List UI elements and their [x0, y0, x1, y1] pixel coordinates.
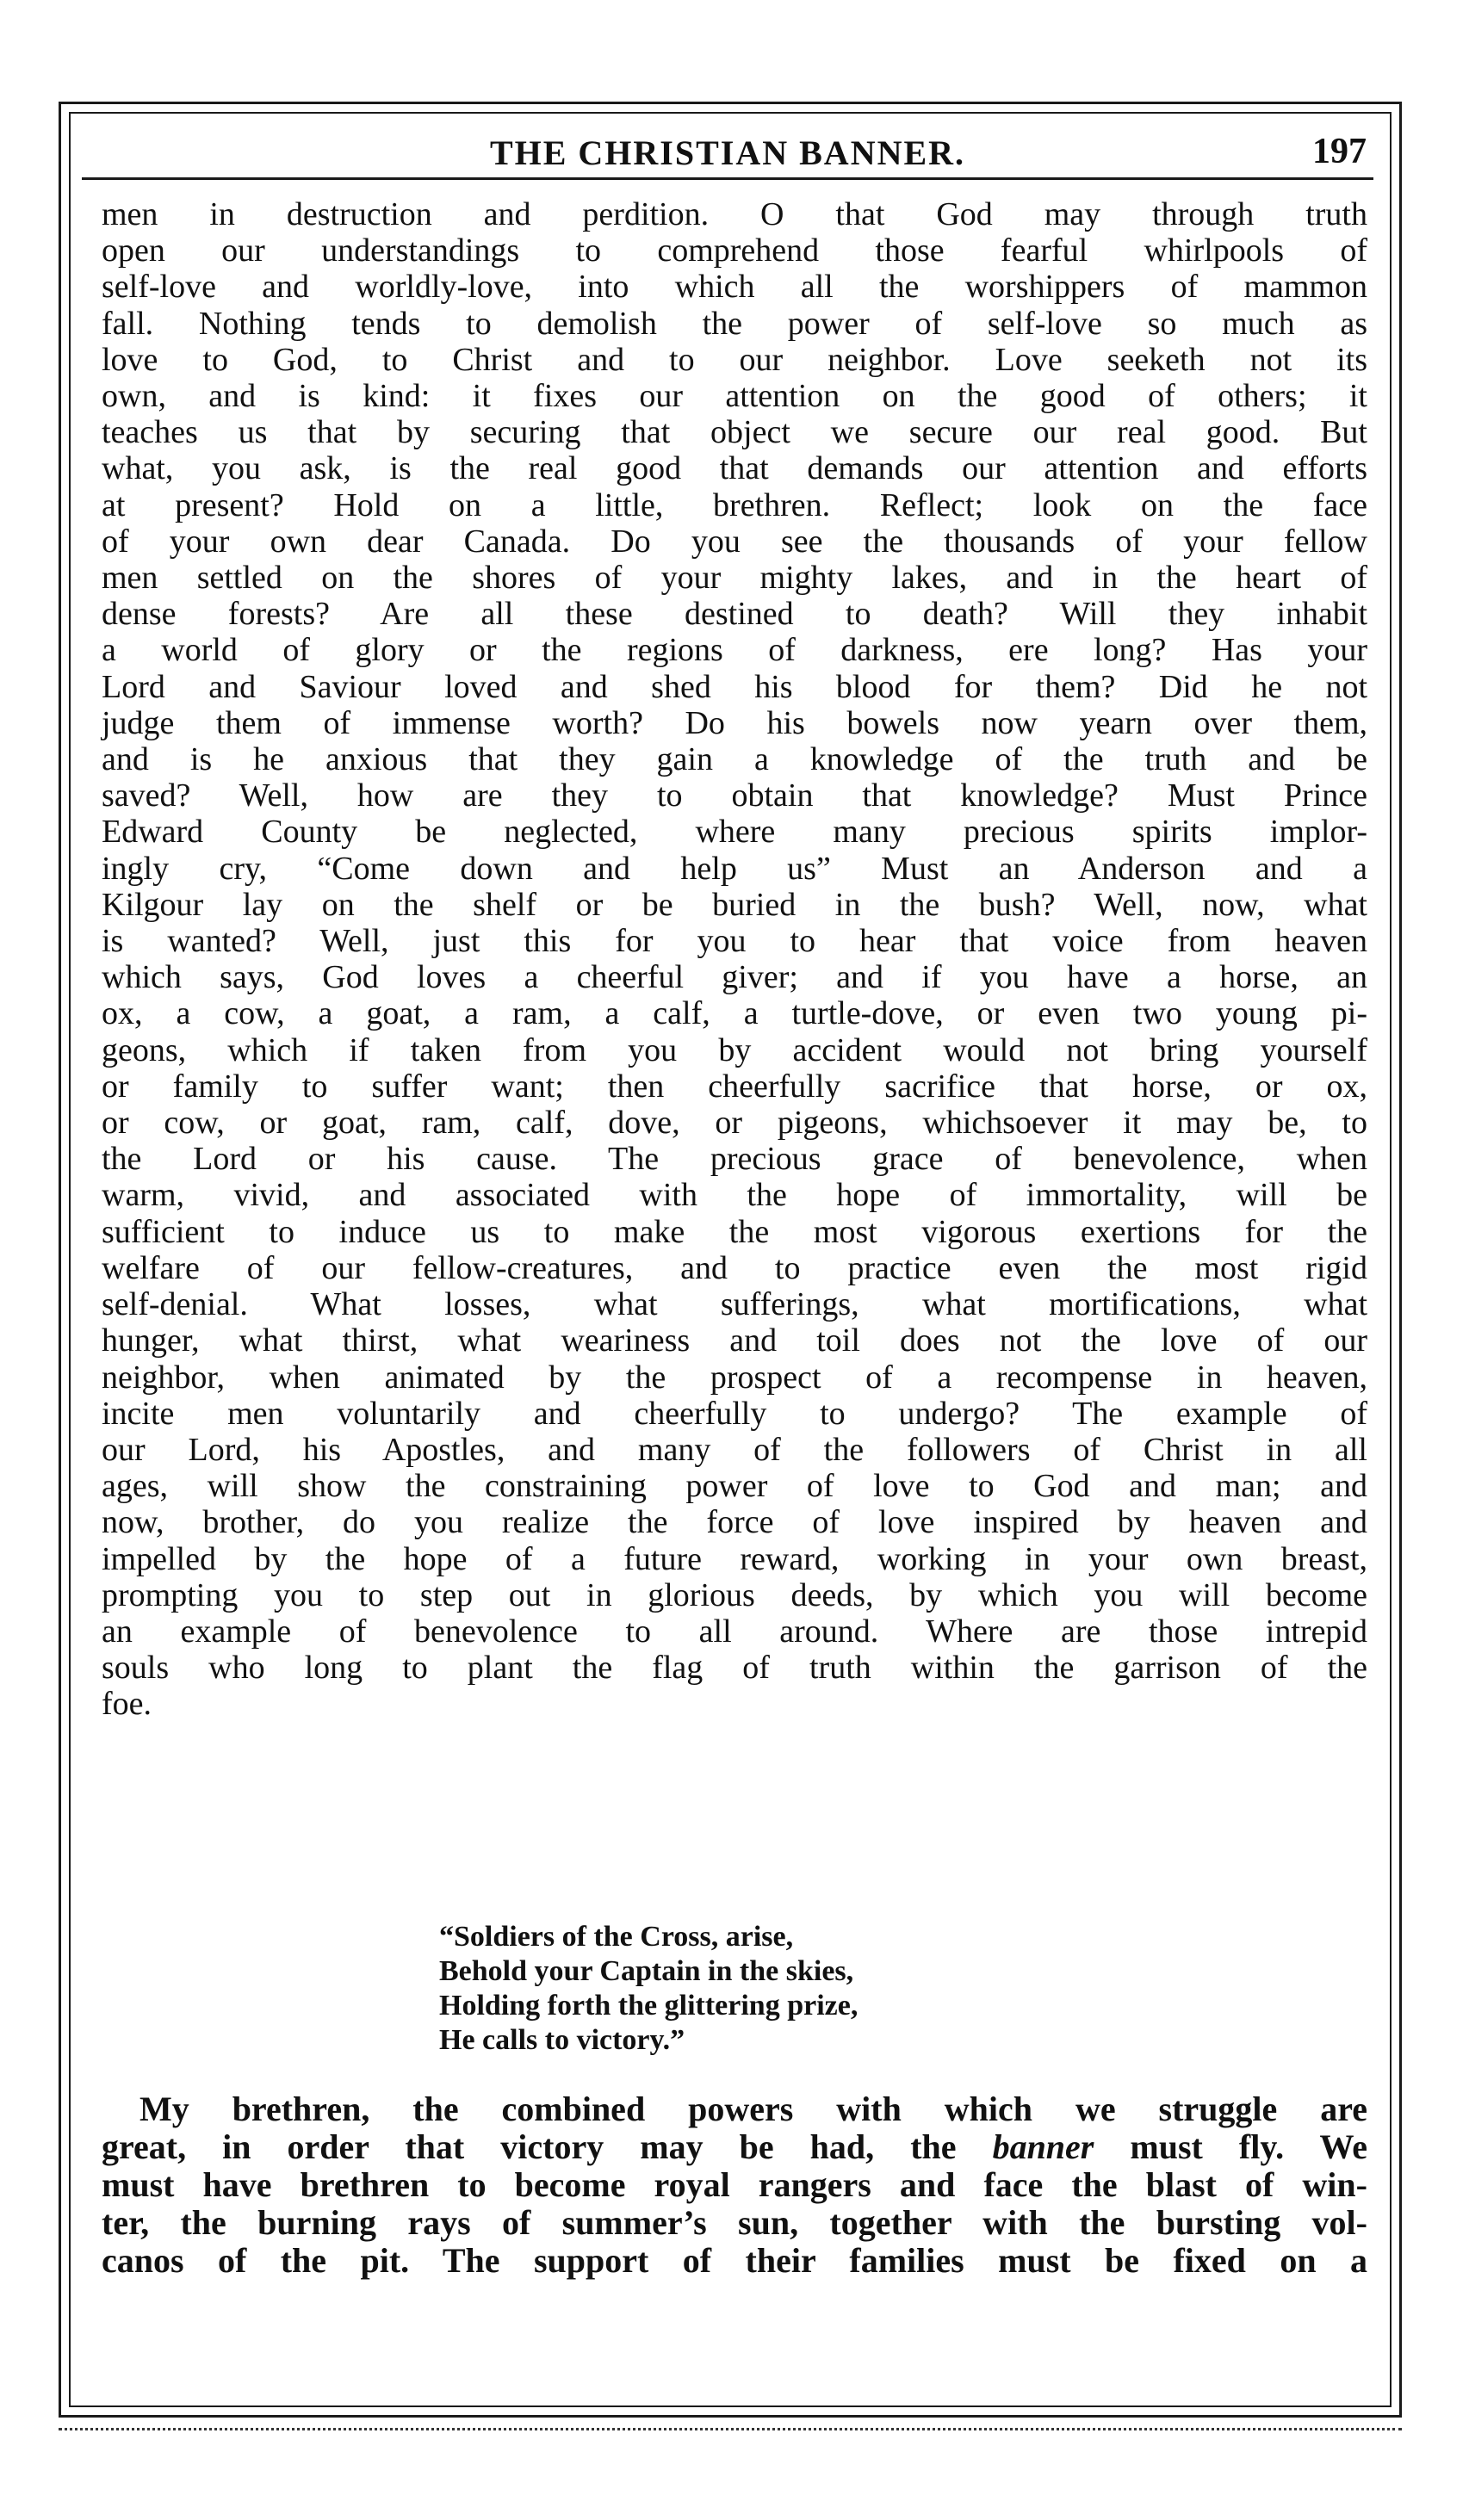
body-line: ingly cry, “Come down and help us” Must an Anderson and a [102, 850, 1367, 887]
body-line: a world of glory or the regions of darkness, ere long? Has your [102, 632, 1367, 669]
body-line: judge them of immense worth? Do his bowels now yearn over them, [102, 704, 1367, 741]
closing-line-part: great, in order that victory may be had, the [102, 2127, 993, 2166]
page-number: 197 [1312, 132, 1367, 171]
body-line: self-love and worldly-love, into which all the worshippers of mammon [102, 269, 1367, 306]
body-line: or cow, or goat, ram, calf, dove, or pigeons, whichsoever it may be, to [102, 1105, 1367, 1142]
body-line: our Lord, his Apostles, and many of the followers of Christ in all [102, 1431, 1367, 1468]
poem-verse: He calls to victory.” [439, 2024, 685, 2056]
body-line: men settled on the shores of your mighty lakes, and in the heart of [102, 560, 1367, 597]
body-line: of your own dear Canada. Do you see the thousands of your fellow [102, 523, 1367, 560]
body-line: own, and is kind: it fixes our attention on the good of others; it [102, 378, 1367, 415]
poem-verse: “Soldiers of the Cross, arise, [439, 1921, 794, 1953]
closing-line-part: must fly. We [1094, 2127, 1367, 2166]
banner-word: banner [992, 2127, 1094, 2166]
body-line: love to God, to Christ and to our neighbor. Love seeketh not its [102, 341, 1367, 378]
closing-line: ter, the burning rays of summer’s sun, together with the bursting vol- [102, 2203, 1367, 2242]
closing-line: canos of the pit. The support of their families must be fixed on a [102, 2241, 1367, 2280]
body-line: dense forests? Are all these destined to death? Will they inhabit [102, 596, 1367, 633]
page-header [82, 129, 1373, 180]
body-line: warm, vivid, and associated with the hope of immortality, will be [102, 1177, 1367, 1214]
body-line: impelled by the hope of a future reward, working in your own breast, [102, 1540, 1367, 1577]
body-line: at present? Hold on a little, brethren. Reflect; look on the face [102, 486, 1367, 523]
body-line: ox, a cow, a goat, a ram, a calf, a turtle-dove, or even two young pi- [102, 995, 1367, 1032]
closing-line: must have brethren to become royal rangers and face the blast of win- [102, 2165, 1367, 2204]
body-line: Edward County be neglected, where many precious spirits implor- [102, 814, 1367, 851]
body-line: an example of benevolence to all around. Where are those intrepid [102, 1613, 1367, 1650]
body-line: welfare of our fellow-creatures, and to practice even the most rigid [102, 1249, 1367, 1286]
body-line: sufficient to induce us to make the most vigorous exertions for the [102, 1213, 1367, 1250]
body-line: which says, God loves a cheerful giver; and if you have a horse, an [102, 959, 1367, 996]
bottom-dotted-rule [59, 2428, 1402, 2430]
body-line: foe. [102, 1686, 152, 1723]
body-line: fall. Nothing tends to demolish the power of self-love so much as [102, 305, 1367, 342]
poem-verse: Holding forth the glittering prize, [439, 1990, 858, 2022]
body-line: neighbor, when animated by the prospect of a recompense in heaven, [102, 1359, 1367, 1396]
body-line: is wanted? Well, just this for you to hear that voice from heaven [102, 923, 1367, 960]
closing-line: My brethren, the combined powers with which we struggle are [139, 2090, 1367, 2128]
body-line: incite men voluntarily and cheerfully to undergo? The example of [102, 1395, 1367, 1432]
body-line: Kilgour lay on the shelf or be buried in the bush? Well, now, what [102, 886, 1367, 923]
article-body [102, 196, 1367, 1723]
body-line: prompting you to step out in glorious deeds, by which you will become [102, 1576, 1367, 1613]
body-line: the Lord or his cause. The precious grace of benevolence, when [102, 1141, 1367, 1178]
body-line: hunger, what thirst, what weariness and toil does not the love of our [102, 1322, 1367, 1359]
body-line: souls who long to plant the flag of truth within the garrison of the [102, 1650, 1367, 1687]
body-line: ages, will show the constraining power of love to God and man; and [102, 1468, 1367, 1505]
closing-paragraph [102, 2090, 1367, 2280]
body-line: Lord and Saviour loved and shed his blood for them? Did he not [102, 668, 1367, 705]
body-line: teaches us that by securing that object we secure our real good. But [102, 414, 1367, 451]
body-line: or family to suffer want; then cheerfully sacrifice that horse, or ox, [102, 1068, 1367, 1105]
body-line: open our understandings to comprehend those fearful whirlpools of [102, 232, 1367, 269]
quoted-hymn [439, 1920, 858, 2058]
body-line: men in destruction and perdition. O that God may through truth [102, 196, 1367, 232]
closing-line [102, 2128, 1367, 2166]
body-line: and is he anxious that they gain a knowledge of the truth and be [102, 741, 1367, 778]
body-line: self-denial. What losses, what sufferings, what mortifications, what [102, 1286, 1367, 1323]
body-line: now, brother, do you realize the force of love inspired by heaven and [102, 1504, 1367, 1541]
running-head: THE CHRISTIAN BANNER. [489, 133, 966, 172]
poem-verse: Behold your Captain in the skies, [439, 1955, 854, 1987]
body-line: saved? Well, how are they to obtain that knowledge? Must Prince [102, 777, 1367, 814]
body-line: geons, which if taken from you by accident would not bring yourself [102, 1031, 1367, 1068]
body-line: what, you ask, is the real good that demands our attention and efforts [102, 450, 1367, 487]
